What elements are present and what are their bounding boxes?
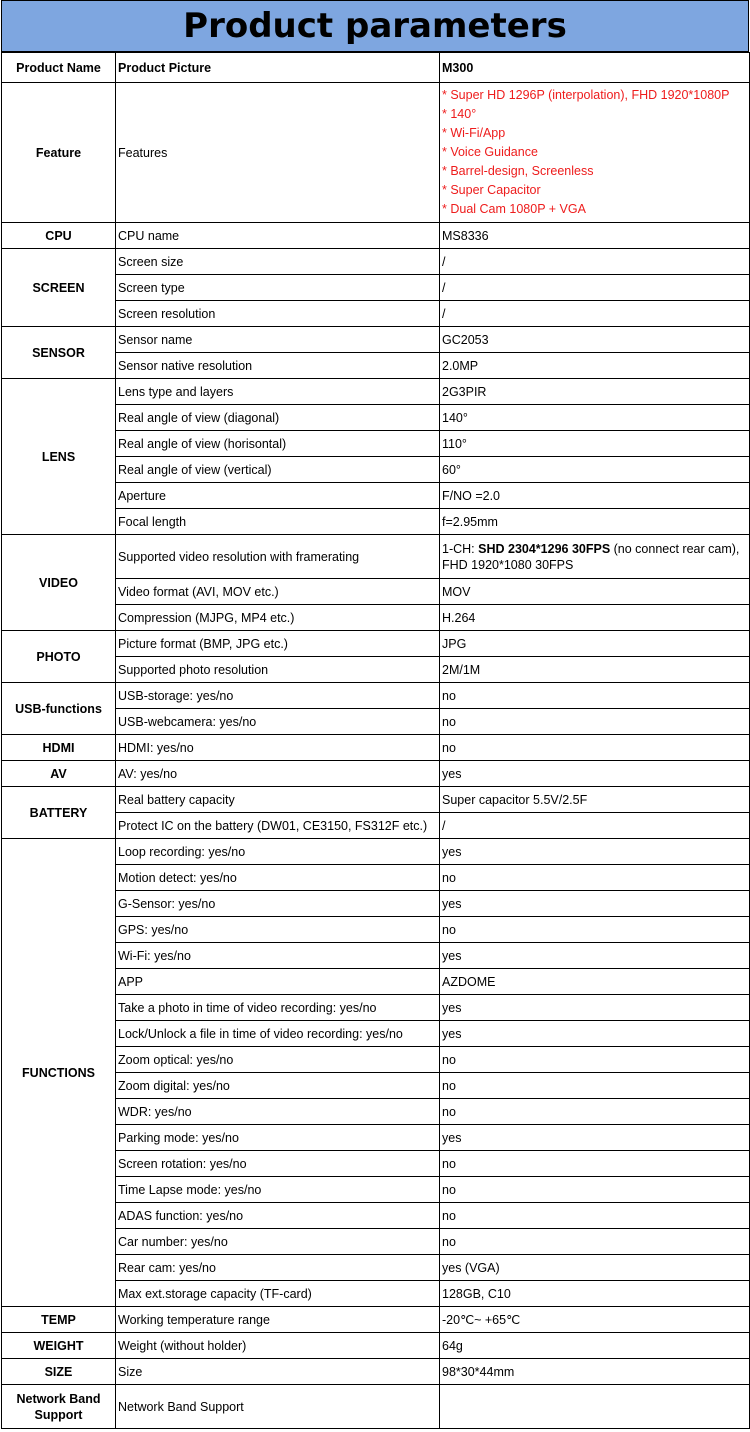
spec-label: Compression (MJPG, MP4 etc.) xyxy=(116,605,440,631)
category-photo: PHOTO xyxy=(2,631,116,683)
spec-label: Screen resolution xyxy=(116,301,440,327)
category-sensor: SENSOR xyxy=(2,327,116,379)
feature-label: Features xyxy=(116,83,440,223)
spec-label: CPU name xyxy=(116,223,440,249)
page-title: Product parameters xyxy=(1,0,749,52)
spec-value: no xyxy=(440,917,750,943)
video-res-suffix: (no connect rear cam), xyxy=(610,541,740,556)
spec-row xyxy=(2,1385,750,1429)
spec-value: -20℃~ +65℃ xyxy=(440,1307,750,1333)
category-video: VIDEO xyxy=(2,535,116,631)
spec-value: / xyxy=(440,249,750,275)
spec-row xyxy=(2,1359,750,1385)
spec-row xyxy=(2,631,750,657)
spec-label: Take a photo in time of video recording: yes/no xyxy=(116,995,440,1021)
spec-label: Lock/Unlock a file in time of video recording: yes/no xyxy=(116,1021,440,1047)
header-product-name: Product Name xyxy=(2,53,116,83)
spec-label: Screen type xyxy=(116,275,440,301)
spec-row xyxy=(2,683,750,709)
spec-label: Network Band Support xyxy=(116,1385,440,1429)
spec-sheet xyxy=(1,0,749,1429)
spec-value: 128GB, C10 xyxy=(440,1281,750,1307)
category-cpu: CPU xyxy=(2,223,116,249)
category-av: AV xyxy=(2,761,116,787)
video-res-prefix: 1-CH: xyxy=(442,541,479,556)
spec-label: Real angle of view (horisontal) xyxy=(116,431,440,457)
spec-value: AZDOME xyxy=(440,969,750,995)
spec-value: yes xyxy=(440,995,750,1021)
spec-label: Real angle of view (vertical) xyxy=(116,457,440,483)
feature-line: * 140° xyxy=(442,107,477,121)
spec-value: no xyxy=(440,1151,750,1177)
spec-label: Working temperature range xyxy=(116,1307,440,1333)
feature-row xyxy=(2,83,750,223)
spec-value: F/NO =2.0 xyxy=(440,483,750,509)
spec-label: Picture format (BMP, JPG etc.) xyxy=(116,631,440,657)
spec-value: JPG xyxy=(440,631,750,657)
header-row xyxy=(2,53,750,83)
spec-row xyxy=(2,1333,750,1359)
spec-value: 2.0MP xyxy=(440,353,750,379)
spec-label: Max ext.storage capacity (TF-card) xyxy=(116,1281,440,1307)
spec-value: GC2053 xyxy=(440,327,750,353)
spec-row xyxy=(2,535,750,579)
spec-value: no xyxy=(440,1229,750,1255)
spec-label: USB-webcamera: yes/no xyxy=(116,709,440,735)
spec-value: yes xyxy=(440,839,750,865)
spec-label: Real battery capacity xyxy=(116,787,440,813)
category-functions: FUNCTIONS xyxy=(2,839,116,1307)
feature-line: * Super Capacitor xyxy=(442,183,541,197)
spec-row xyxy=(2,223,750,249)
category-network-band-support: Network Band Support xyxy=(2,1385,116,1429)
spec-label: USB-storage: yes/no xyxy=(116,683,440,709)
header-model: M300 xyxy=(440,53,750,83)
spec-label: Sensor native resolution xyxy=(116,353,440,379)
category-feature: Feature xyxy=(2,83,116,223)
category-lens: LENS xyxy=(2,379,116,535)
spec-value: f=2.95mm xyxy=(440,509,750,535)
spec-value: 60° xyxy=(440,457,750,483)
spec-label: Lens type and layers xyxy=(116,379,440,405)
spec-label: Parking mode: yes/no xyxy=(116,1125,440,1151)
feature-line: * Voice Guidance xyxy=(442,145,538,159)
spec-value: yes (VGA) xyxy=(440,1255,750,1281)
spec-label: Time Lapse mode: yes/no xyxy=(116,1177,440,1203)
spec-row xyxy=(2,735,750,761)
spec-value: no xyxy=(440,735,750,761)
spec-label: Motion detect: yes/no xyxy=(116,865,440,891)
spec-label: Supported video resolution with framerating xyxy=(116,535,440,579)
spec-value: no xyxy=(440,683,750,709)
spec-value xyxy=(440,535,750,579)
spec-value xyxy=(440,1385,750,1429)
spec-value: no xyxy=(440,1073,750,1099)
feature-line: * Wi-Fi/App xyxy=(442,126,506,140)
spec-label: Weight (without holder) xyxy=(116,1333,440,1359)
spec-value: 98*30*44mm xyxy=(440,1359,750,1385)
spec-row xyxy=(2,787,750,813)
feature-line: * Dual Cam 1080P + VGA xyxy=(442,202,586,216)
spec-table-body xyxy=(2,53,750,1429)
spec-value: Super capacitor 5.5V/2.5F xyxy=(440,787,750,813)
spec-value: yes xyxy=(440,761,750,787)
spec-label: Screen rotation: yes/no xyxy=(116,1151,440,1177)
spec-label: ADAS function: yes/no xyxy=(116,1203,440,1229)
spec-label: Aperture xyxy=(116,483,440,509)
spec-label: Screen size xyxy=(116,249,440,275)
spec-value: MS8336 xyxy=(440,223,750,249)
spec-value: no xyxy=(440,1099,750,1125)
category-screen: SCREEN xyxy=(2,249,116,327)
spec-row xyxy=(2,327,750,353)
spec-value: MOV xyxy=(440,579,750,605)
spec-label: APP xyxy=(116,969,440,995)
feature-list xyxy=(440,83,750,223)
spec-value: 110° xyxy=(440,431,750,457)
spec-table xyxy=(1,52,750,1429)
spec-label: Car number: yes/no xyxy=(116,1229,440,1255)
spec-label: G-Sensor: yes/no xyxy=(116,891,440,917)
video-res-line2: FHD 1920*1080 30FPS xyxy=(442,557,574,572)
spec-value: yes xyxy=(440,943,750,969)
spec-label: Rear cam: yes/no xyxy=(116,1255,440,1281)
spec-value: 140° xyxy=(440,405,750,431)
spec-label: Real angle of view (diagonal) xyxy=(116,405,440,431)
category-usb-functions: USB-functions xyxy=(2,683,116,735)
spec-value: no xyxy=(440,1177,750,1203)
spec-row xyxy=(2,761,750,787)
spec-label: GPS: yes/no xyxy=(116,917,440,943)
spec-value: 64g xyxy=(440,1333,750,1359)
spec-row xyxy=(2,1307,750,1333)
spec-label: WDR: yes/no xyxy=(116,1099,440,1125)
category-temp: TEMP xyxy=(2,1307,116,1333)
spec-label: Sensor name xyxy=(116,327,440,353)
spec-label: Zoom optical: yes/no xyxy=(116,1047,440,1073)
spec-label: Video format (AVI, MOV etc.) xyxy=(116,579,440,605)
category-hdmi: HDMI xyxy=(2,735,116,761)
category-weight: WEIGHT xyxy=(2,1333,116,1359)
header-product-picture: Product Picture xyxy=(116,53,440,83)
spec-value: 2M/1M xyxy=(440,657,750,683)
spec-value: yes xyxy=(440,1021,750,1047)
video-res-bold: SHD 2304*1296 30FPS xyxy=(478,541,611,556)
spec-value: yes xyxy=(440,1125,750,1151)
spec-label: Supported photo resolution xyxy=(116,657,440,683)
spec-value: no xyxy=(440,709,750,735)
spec-label: AV: yes/no xyxy=(116,761,440,787)
feature-line: * Super HD 1296P (interpolation), FHD 1920*1080P xyxy=(442,88,730,102)
spec-value: no xyxy=(440,1047,750,1073)
spec-value: no xyxy=(440,1203,750,1229)
category-battery: BATTERY xyxy=(2,787,116,839)
spec-value: / xyxy=(440,275,750,301)
spec-label: Zoom digital: yes/no xyxy=(116,1073,440,1099)
spec-label: Focal length xyxy=(116,509,440,535)
spec-value: yes xyxy=(440,891,750,917)
spec-value: 2G3PIR xyxy=(440,379,750,405)
spec-label: Protect IC on the battery (DW01, CE3150, FS312F etc.) xyxy=(116,813,440,839)
spec-value: H.264 xyxy=(440,605,750,631)
spec-value: / xyxy=(440,813,750,839)
category-size: SIZE xyxy=(2,1359,116,1385)
spec-label: Size xyxy=(116,1359,440,1385)
spec-value: / xyxy=(440,301,750,327)
spec-row xyxy=(2,249,750,275)
spec-row xyxy=(2,379,750,405)
spec-value: no xyxy=(440,865,750,891)
spec-label: Loop recording: yes/no xyxy=(116,839,440,865)
feature-line: * Barrel-design, Screenless xyxy=(442,164,594,178)
spec-label: HDMI: yes/no xyxy=(116,735,440,761)
spec-row xyxy=(2,839,750,865)
spec-label: Wi-Fi: yes/no xyxy=(116,943,440,969)
